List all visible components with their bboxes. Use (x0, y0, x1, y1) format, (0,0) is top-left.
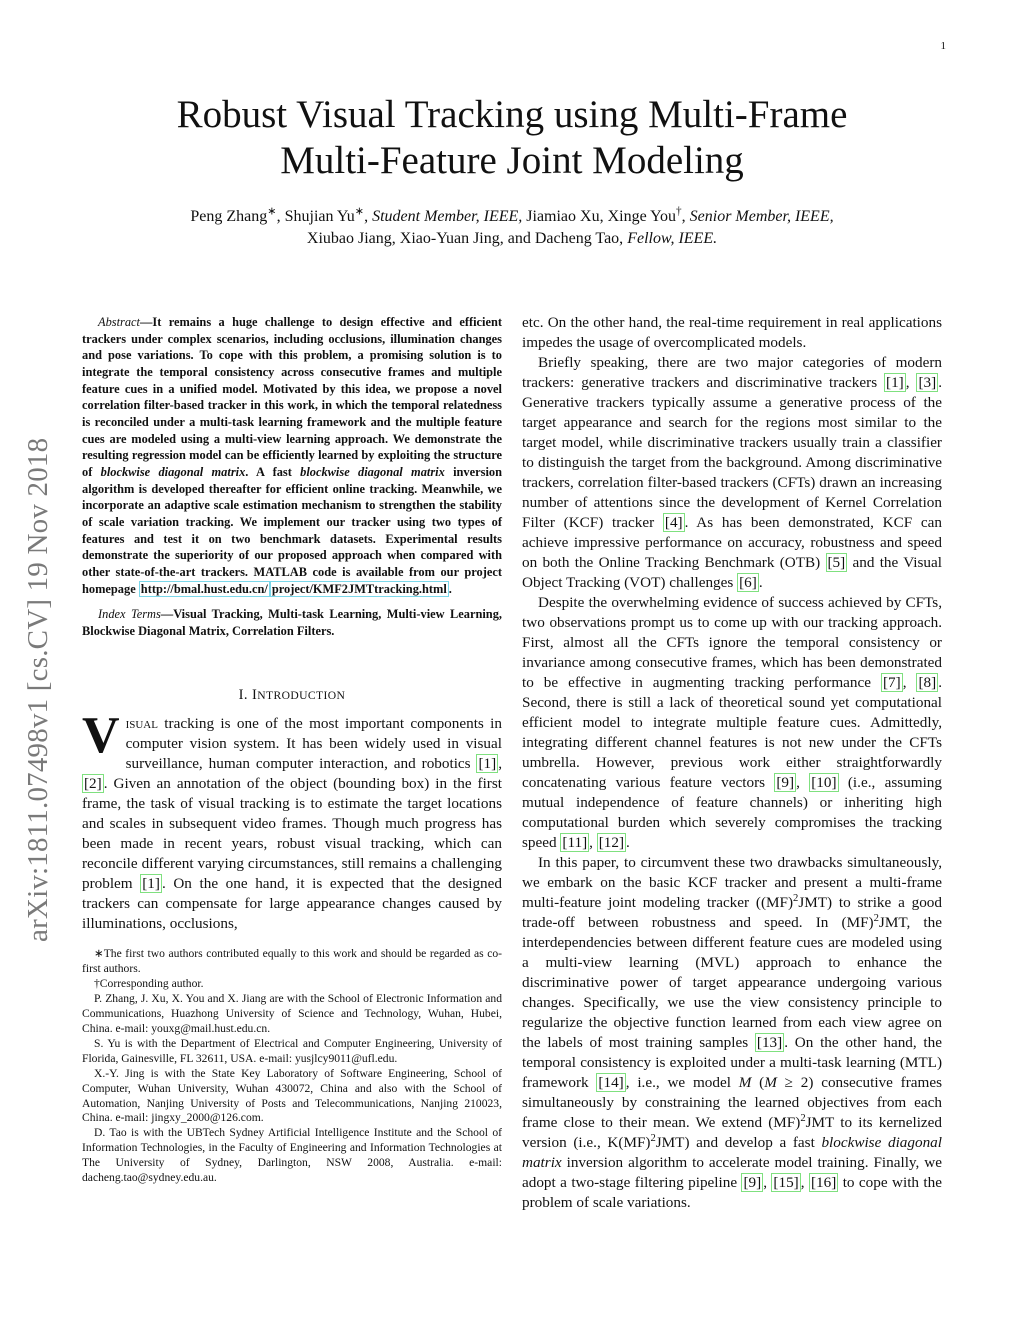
author-role: Student Member, IEEE, (372, 208, 523, 225)
section-number: I. (238, 687, 252, 704)
citation-link[interactable]: [13] (756, 1034, 783, 1051)
citation-link[interactable]: [6] (739, 574, 757, 591)
title-line-1: Robust Visual Tracking using Multi-Frame (176, 93, 848, 136)
superscript: 2 (873, 912, 879, 924)
paper-title (120, 92, 904, 184)
superscript: 2 (650, 1132, 656, 1144)
citation-link[interactable]: [14] (598, 1074, 624, 1091)
body-text: , (763, 1174, 772, 1191)
body-paragraph (522, 853, 942, 1213)
body-text: , (589, 834, 597, 851)
body-text: , (796, 774, 810, 791)
abstract-text: . (448, 581, 452, 596)
author-line-2 (90, 228, 934, 250)
body-text: . On the other hand, the temporal consistency is exploited under a multi-task learning (MTL) framework (522, 1034, 942, 1091)
page-number: 1 (940, 40, 946, 52)
citation-link[interactable]: [2] (84, 775, 102, 793)
index-terms (82, 606, 502, 639)
body-text: , (905, 374, 917, 391)
author-text: Jiamiao Xu, Xinge You (522, 208, 677, 225)
superscript: 2 (800, 1112, 806, 1124)
emphasis-text: blockwise diagonal matrix (522, 1134, 942, 1171)
project-homepage-link[interactable]: http://bmal.hust.edu.cn/ (140, 581, 268, 596)
author-line-1 (90, 206, 934, 228)
body-text: . Given an annotation of the object (bounding box) in the first frame, the task of visual tracking is to estimate the target locations and scales in subsequent video frames. Though much progress has been made in recent years, robust visual tracking, which can reconcile different varying circumstances, still remains a challenging problem (82, 775, 502, 893)
body-paragraph (522, 353, 942, 593)
abstract (82, 314, 502, 597)
author-mark: ∗ (267, 205, 277, 218)
citation-link[interactable]: [7] (882, 674, 901, 691)
left-column (82, 314, 502, 1186)
body-text: . On the one hand, it is expected that the designed trackers can compensate for large appearance changes caused by illuminations, occlusions, (82, 875, 502, 933)
citation-link[interactable]: [10] (811, 774, 837, 791)
math-symbol: M (764, 1074, 777, 1091)
index-terms-lead: Index Terms (98, 607, 161, 622)
author-text: , (681, 208, 690, 225)
superscript: 2 (793, 892, 799, 904)
abstract-text: inversion algorithm is developed thereafter for efficient online tracking. Meanwhile, we incorporate an adaptive scale estimation mechanism to strengthen the stability of scale variation tracking. We implement our tracker using two types of features and test it on two benchmark datasets. Experimental results demonstrate the superiority of our proposed approach when compared with other state-of-the-art trackers. MATLAB code is available from our project homepage (82, 464, 502, 596)
citation-link[interactable]: [16] (810, 1174, 837, 1191)
body-text: In this paper, to circumvent these two drawbacks simultaneously, we embark on the basic KCF tracker and present a multi-frame multi-feature joint modeling tracker ((MF) (522, 854, 942, 911)
abstract-italic: blockwise diagonal matrix (300, 464, 445, 479)
body-text: JMT, the interdependencies between different feature cues are modeled using a multi-view learning (MVL) approach to enhance the discriminative power of target appearance undergoing various changes. Specifically, we use the view consistency principle to regularize the objective function learned from each view agree on the labels of most training samples (522, 914, 942, 1051)
body-text: Briefly speaking, there are two major categories of modern trackers: generative trackers and discriminative trackers (522, 354, 942, 391)
author-text: Peng Zhang (190, 208, 268, 225)
body-paragraph: etc. On the other hand, the real-time requirement in real applications impedes the usage of overcomplicated models. (522, 314, 942, 351)
author-text: Xiubao Jiang, Xiao-Yuan Jing, and Dacheng Tao, (306, 230, 628, 247)
body-text: and the Visual Object Tracking (VOT) challenges (522, 554, 942, 591)
body-text: JMT to its kernelized version (i.e., K(MF) (522, 1114, 942, 1151)
footnote: X.-Y. Jing is with the State Key Laboratory of Software Engineering, School of Computer, Wuhan University, Wuhan 430072, China and also with the School of Automation, Nanjing University of Posts and Telecommunications, Nanjing 210023, China. e-mail: jingxy_2000@126.com. (82, 1066, 502, 1125)
citation-link[interactable]: [1] (478, 755, 497, 773)
footnote: D. Tao is with the UBTech Sydney Artificial Intelligence Institute and the School of Information Technologies, in the Faculty of Engineering and Information Technologies at The University of Sydney, Darlington, NSW 2008, Australia. e-mail: dacheng.tao@sydney.edu.au. (82, 1126, 502, 1185)
citation-link[interactable]: [11] (562, 834, 588, 851)
section-initial: I (251, 687, 258, 704)
citation-link[interactable]: [5] (827, 554, 846, 571)
right-column (522, 313, 942, 1213)
abstract-lead: Abstract (98, 315, 140, 329)
abstract-text: —It remains a huge challenge to design effective and efficient trackers under complex scenarios, including occlusions, illumination changes and pose variations. To cope with this problem, a promising solution is to integrate the temporal consistency across consecutive frames and multiple feature cues in a unified model. Motivated by this idea, we propose a novel correlation filter-based tracker in this work, in which the temporal relatedness is reconciled under a multi-task learning framework and the multiple feature cues are modeled using a multi-view learning approach. We demonstrate the resulting regression model can be efficiently learned by exploiting the structure of (82, 315, 502, 479)
body-text: ≥ 2) consecutive frames simultaneously by constraining the learned objectives from each frame close to their mean. We extend (MF) (522, 1074, 942, 1131)
section-heading (82, 687, 502, 704)
abstract-text: . A fast (245, 464, 301, 479)
body-text: , i.e., we model (625, 1074, 739, 1091)
body-text: ( (751, 1074, 765, 1091)
citation-link[interactable]: [4] (664, 514, 683, 531)
author-list (90, 206, 934, 250)
intro-paragraph (82, 707, 502, 934)
citation-link[interactable]: [1] (886, 374, 904, 391)
body-text: , (902, 674, 917, 691)
abstract-italic: blockwise diagonal matrix (100, 464, 246, 479)
author-role: Senior Member, IEEE, (689, 208, 834, 225)
index-terms-text: —Visual Tracking, Multi-task Learning, Multi-view Learning, Blockwise Diagonal Matrix, Correlation Filters. (82, 607, 502, 638)
project-homepage-link[interactable]: project/KMF2JMTtracking.html (271, 581, 447, 596)
citation-link[interactable]: [3] (918, 374, 937, 391)
intro-first-word: isual (125, 715, 158, 733)
author-mark: ∗ (354, 205, 365, 218)
author-text: , (364, 208, 373, 225)
footnote: †Corresponding author. (94, 977, 204, 991)
footnote: P. Zhang, J. Xu, X. You and X. Jiang are with the School of Electronic Information and Communications, Huazhong University of Science and Technology, Wuhan, Hubei, China. e-mail: youxg@mail.hust.edu.cn. (82, 992, 502, 1035)
citation-link[interactable]: [8] (918, 674, 937, 691)
body-text: inversion algorithm to accelerate model training. Finally, we adopt a two-stage filtering pipeline (522, 1154, 942, 1191)
body-text: . (626, 834, 630, 851)
body-text: . As has been demonstrated, KCF can achieve impressive performance on accuracy, robustness and speed on both the Online Tracking Benchmark (OTB) (522, 514, 942, 571)
body-text: JMT) and develop a fast (655, 1134, 822, 1151)
drop-cap: V (82, 707, 120, 765)
citation-link[interactable]: [15] (773, 1174, 799, 1191)
author-mark: † (676, 205, 682, 218)
body-text: , (498, 755, 502, 773)
body-text: . (758, 574, 763, 591)
citation-link[interactable]: [12] (598, 834, 625, 851)
author-role: Fellow, IEEE. (627, 230, 718, 247)
footnote: ∗The first two authors contributed equally to this work and should be regarded as co-first authors. (82, 947, 502, 976)
footnote: S. Yu is with the Department of Electrical and Computer Engineering, University of Florida, Gainesville, FL 32611, USA. e-mail: yusjlcy9011@ufl.edu. (82, 1036, 502, 1065)
body-text: Despite the overwhelming evidence of success achieved by CFTs, two observations prompt us to come up with our tracking approach. First, almost all the CFTs ignore the temporal consistency or invariance among consecutive frames, which has been demonstrated to be effective in augmenting tracking performance (522, 594, 942, 691)
body-text: (i.e., assuming mutual independence of feature channels) or inheriting high computational burden which severely compromises the tracking speed (522, 774, 942, 851)
body-text: . Generative trackers typically assume a generative process of the target appearance and search for the regions most similar to the target model, while discriminative trackers usually train a classifier to distinguish the target from the background. Among discriminative trackers, correlation filter-based trackers (CFTs) drawn an increasing number of attentions since the development of Kernel Correlation Filter (KCF) tracker (522, 374, 942, 531)
citation-link[interactable]: [1] (142, 875, 160, 893)
citation-link[interactable]: [9] (743, 1174, 762, 1191)
body-text: . Second, there is still a lack of theoretical sound yet computational efficient model to integrate multiple feature cues. Admittedly, integrating different channel features is not new under the CFTs umbrella. However, previous work either straightforwardly concatenating various feature vectors (522, 674, 942, 791)
body-text: , (800, 1174, 809, 1191)
footnotes (82, 947, 502, 1186)
math-symbol: M (738, 1074, 752, 1091)
body-paragraph (522, 593, 942, 853)
citation-link[interactable]: [9] (776, 774, 795, 791)
arxiv-identifier-stamp[interactable]: arXiv:1811.07498v1 [cs.CV] 19 Nov 2018 (22, 437, 54, 942)
title-line-2: Multi-Feature Joint Modeling (280, 139, 744, 182)
body-text: to cope with the problem of scale variations. (522, 1174, 942, 1211)
section-title: NTRODUCTION (257, 689, 346, 703)
body-text: JMT) to strike a good trade-off between robustness and speed. In (MF) (522, 894, 942, 931)
author-text: , Shujian Yu (276, 208, 355, 225)
body-text: tracking is one of the most important components in computer vision system. It has been widely used in visual surveillance, human computer interaction, and robotics (125, 715, 502, 773)
